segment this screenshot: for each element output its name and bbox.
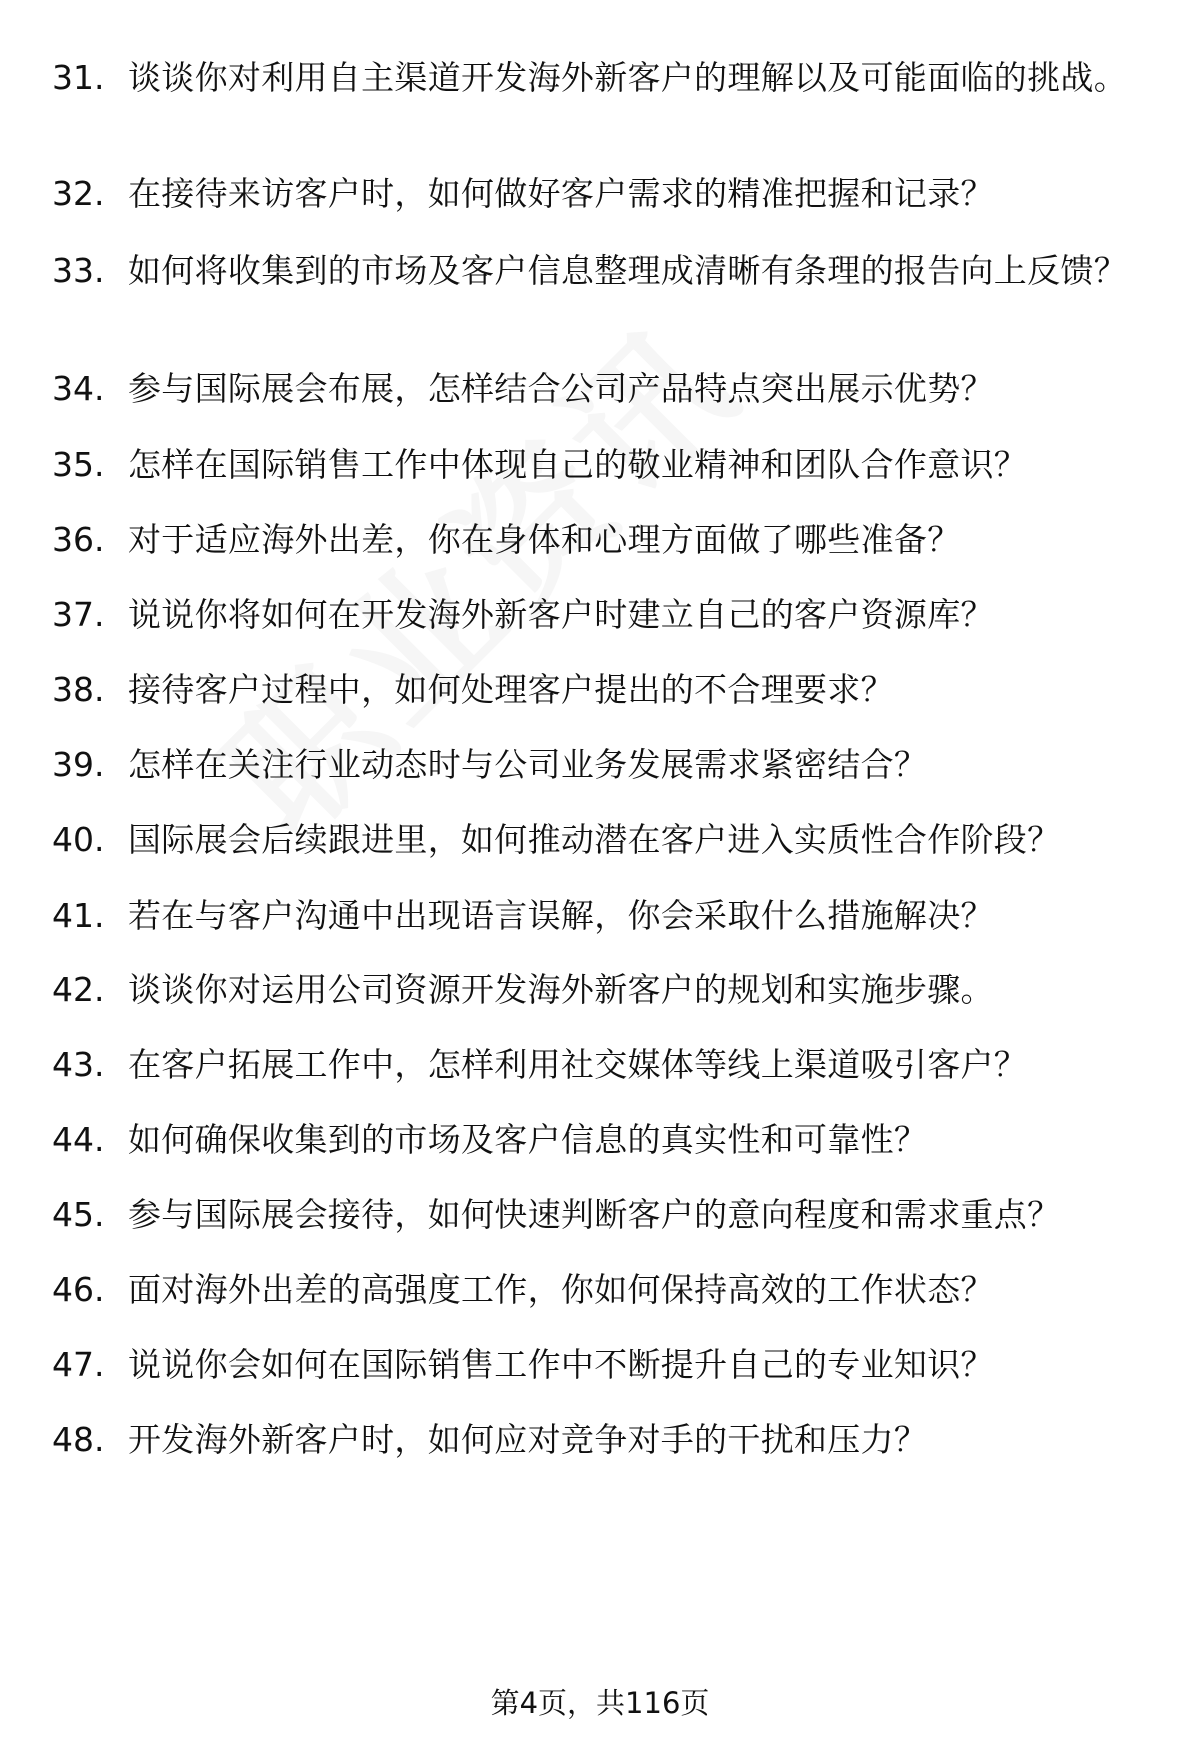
question-text: 怎样在国际销售工作中体现自己的敬业精神和团队合作意识？: [128, 445, 1028, 484]
question-number: 43.: [52, 1045, 105, 1084]
question-text: 参与国际展会布展，怎样结合公司产品特点突出展示优势？: [128, 369, 994, 408]
question-number: 48.: [52, 1420, 105, 1459]
question-text: 如何确保收集到的市场及客户信息的真实性和可靠性？: [128, 1120, 928, 1159]
question-text: 若在与客户沟通中出现语言误解，你会采取什么措施解决？: [128, 896, 994, 935]
question-text: 在客户拓展工作中，怎样利用社交媒体等线上渠道吸引客户？: [128, 1045, 1028, 1084]
question-text: 参与国际展会接待，如何快速判断客户的意向程度和需求重点？: [128, 1195, 1061, 1234]
question-number: 38.: [52, 670, 105, 709]
question-number: 35.: [52, 445, 105, 484]
question-number: 41.: [52, 896, 105, 935]
question-text: 对于适应海外出差，你在身体和心理方面做了哪些准备？: [128, 520, 961, 559]
question-number: 31.: [52, 58, 105, 97]
question-number: 44.: [52, 1120, 105, 1159]
question-number: 40.: [52, 820, 105, 859]
question-text: 怎样在关注行业动态时与公司业务发展需求紧密结合？: [128, 745, 928, 784]
question-text: 如何将收集到的市场及客户信息整理成清晰有条理的报告向上反馈？: [128, 251, 1127, 290]
question-number: 45.: [52, 1195, 105, 1234]
question-number: 33.: [52, 251, 105, 290]
question-number: 42.: [52, 970, 105, 1009]
question-text: 接待客户过程中，如何处理客户提出的不合理要求？: [128, 670, 894, 709]
question-text: 开发海外新客户时，如何应对竞争对手的干扰和压力？: [128, 1420, 928, 1459]
question-text: 谈谈你对运用公司资源开发海外新客户的规划和实施步骤。: [128, 970, 994, 1009]
question-number: 47.: [52, 1345, 105, 1384]
question-text: 国际展会后续跟进里，如何推动潜在客户进入实质性合作阶段？: [128, 820, 1061, 859]
question-number: 34.: [52, 369, 105, 408]
question-text: 面对海外出差的高强度工作，你如何保持高效的工作状态？: [128, 1270, 994, 1309]
question-text: 说说你会如何在国际销售工作中不断提升自己的专业知识？: [128, 1345, 994, 1384]
question-text: 说说你将如何在开发海外新客户时建立自己的客户资源库？: [128, 595, 994, 634]
question-text: 在接待来访客户时，如何做好客户需求的精准把握和记录？: [128, 174, 994, 213]
question-number: 39.: [52, 745, 105, 784]
question-number: 37.: [52, 595, 105, 634]
watermark: [170, 0, 1101, 873]
question-text: 谈谈你对利用自主渠道开发海外新客户的理解以及可能面临的挑战。: [128, 58, 1127, 97]
page-footer: 第4页，共116页: [490, 1686, 710, 1720]
question-number: 32.: [52, 174, 105, 213]
question-number: 46.: [52, 1270, 105, 1309]
question-number: 36.: [52, 520, 105, 559]
